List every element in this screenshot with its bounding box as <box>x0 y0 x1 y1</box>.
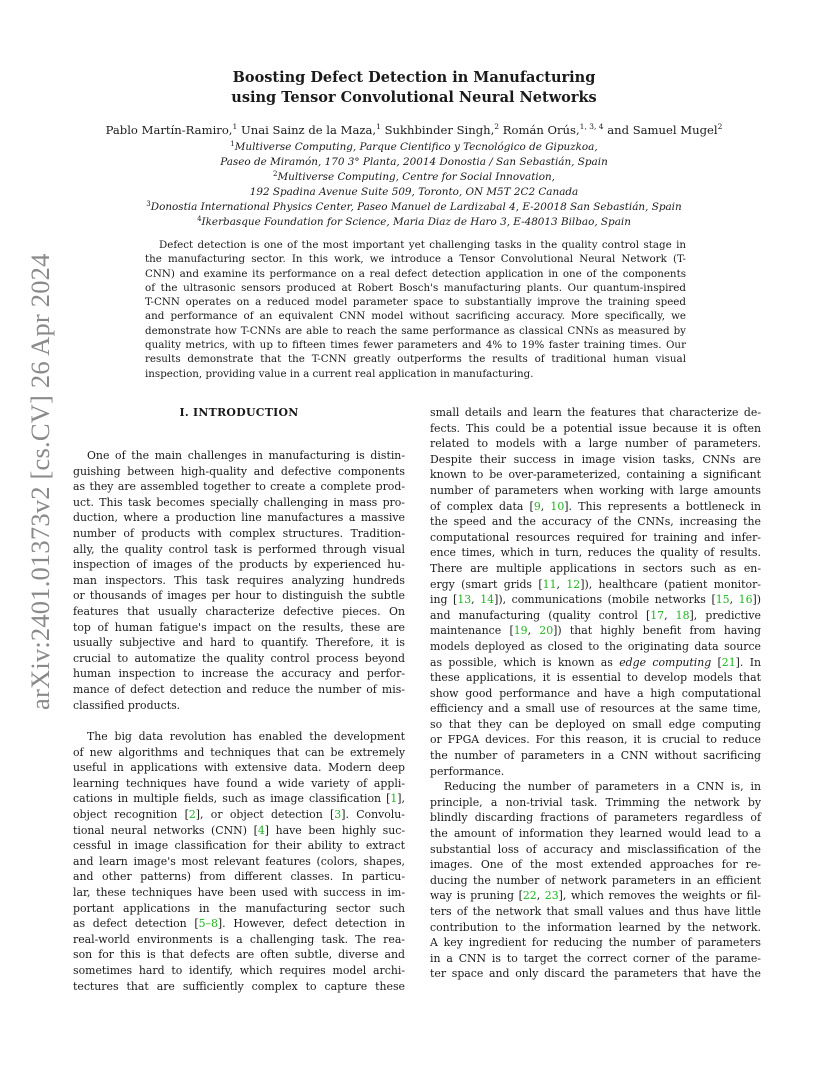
text-run: ]. In <box>735 655 762 669</box>
paper-title <box>100 68 728 108</box>
text-line: son for this is that defects are often subtle, diverse and <box>73 948 405 962</box>
text-line: show good performance and have a high computational <box>430 686 761 700</box>
text-line: usually subjective and hard to quantify. Therefore, it is <box>73 636 405 650</box>
text-line: A key ingredient for reducing the number of parameters <box>430 936 761 950</box>
text-line: the amount of information they learned would lead to a <box>430 827 761 841</box>
abstract-line: CNN) and examine its performance on a real defect detection application in one of the components <box>145 267 686 280</box>
affiliation-mark: 1 <box>230 140 235 148</box>
citation-link[interactable]: 12 <box>566 577 581 591</box>
citation-link[interactable]: 11 <box>542 577 557 591</box>
text-line: and other patterns) from different classes. In particu- <box>73 870 405 884</box>
affiliation-line: 192 Spadina Avenue Suite 509, Toronto, ON M5T 2C2 Canada <box>249 186 579 198</box>
citation-link[interactable]: 2 <box>188 808 196 822</box>
citation-link[interactable]: 16 <box>738 593 753 607</box>
text-line: mance of defect detection and reduce the number of mis- <box>73 682 405 696</box>
text-run: , <box>471 593 481 607</box>
text-line: contribution to the information learned by the network. <box>430 920 761 934</box>
citation-link[interactable]: 23 <box>544 889 559 903</box>
citation-link[interactable]: 20 <box>539 624 554 638</box>
text-run: cations in multiple fields, such as image classification [ <box>73 792 391 806</box>
text-line: known to be over-parameterized, containing a significant <box>430 468 761 482</box>
text-line <box>430 592 761 608</box>
text-run: ]) <box>752 593 761 607</box>
text-line: computational resources required for training and infer- <box>430 530 761 544</box>
affiliation-text: Multiverse Computing, Centre for Social Innovation, <box>277 171 555 183</box>
text-line <box>430 608 761 624</box>
text-run: , <box>664 608 676 622</box>
abstract-line: of the ultrasonic sensors produced at Robert Bosch's manufacturing plants. Our quantum-inspired <box>145 281 686 294</box>
text-line <box>430 655 761 671</box>
abstract-line: demonstrate how T-CNNs are able to reach the same performance as classical CNNs as measured by <box>145 324 686 337</box>
abstract-line: and performance of an equivalent CNN model without sacrificing accuracy. More specifically, we <box>145 310 686 323</box>
affiliation-line <box>60 170 768 185</box>
affiliation-line: Paseo de Miramón, 170 3° Planta, 20014 Donostia / San Sebastián, Spain <box>220 156 608 168</box>
author-name: Pablo Martín-Ramiro, <box>105 123 233 137</box>
text-run: ], <box>397 792 405 806</box>
text-line: or thousands of images per hour to distinguish the subtle <box>73 589 405 603</box>
text-line: so that they can be deployed on small edge computing <box>430 717 761 731</box>
text-line <box>430 577 761 593</box>
text-run: ], which removes the weights or fil- <box>558 889 761 903</box>
text-run: as defect detection [ <box>73 917 199 931</box>
text-line <box>430 499 761 515</box>
author-list <box>60 122 768 138</box>
text-line: portant applications in the manufacturing sector such <box>73 901 405 915</box>
text-line: fects. This could be a potential issue because it is often <box>430 421 761 435</box>
text-run: ]. However, defect detection in <box>217 917 405 931</box>
author-affil-mark: 1 <box>376 122 381 131</box>
text-line: lar, these techniques have been used with success in im- <box>73 886 405 900</box>
citation-link[interactable]: 4 <box>257 823 265 837</box>
text-run: ] have been highly suc- <box>264 823 406 837</box>
text-line: cessful in image classification for their ability to extract <box>73 839 405 853</box>
text-line: There are multiple applications in sectors such as en- <box>430 561 761 575</box>
text-line <box>73 823 405 839</box>
text-line: substantial loss of accuracy and misclassification of the <box>430 842 761 856</box>
emphasis-text: edge computing <box>619 655 712 669</box>
text-run: of complex data [ <box>430 499 534 513</box>
text-line <box>73 807 405 823</box>
text-line: efficiency and a small use of resources at the same time, <box>430 702 761 716</box>
citation-link[interactable]: 21 <box>721 655 736 669</box>
text-run: ]), healthcare (patient monitor- <box>580 577 761 591</box>
citation-link[interactable]: 14 <box>480 593 495 607</box>
text-line: ally, the quality control task is performed through visual <box>73 542 405 556</box>
text-run: and manufacturing (quality control [ <box>430 608 651 622</box>
text-line: the speed and the accuracy of the CNNs, increasing the <box>430 515 761 529</box>
text-line: number of parameters when working with large amounts <box>430 483 761 497</box>
text-run: ]) that highly benefit from having <box>553 624 761 638</box>
text-line: number of products with complex structures. Tradition- <box>73 526 405 540</box>
author-affil-mark: 1, 3, 4 <box>579 122 604 131</box>
author-name: Román Orús, <box>499 123 580 137</box>
text-line: ducing the number of network parameters in an efficient <box>430 873 761 887</box>
citation-link[interactable]: 17 <box>650 608 665 622</box>
author-name: and Samuel Mugel <box>603 123 718 137</box>
affiliation-line <box>60 140 768 155</box>
text-line: duction, where a production line manufactures a massive <box>73 511 405 525</box>
text-line: or FPGA devices. For this reason, it is crucial to reduce <box>430 733 761 747</box>
text-run: , <box>540 499 551 513</box>
right-column <box>430 405 761 982</box>
text-run: , <box>536 889 545 903</box>
abstract <box>145 238 686 381</box>
text-line: blindly discarding fractions of parameters regardless of <box>430 811 761 825</box>
text-run: ing [ <box>430 593 458 607</box>
citation-link[interactable]: 1 <box>390 792 398 806</box>
text-line: inspection of images of the products by experienced hu- <box>73 558 405 572</box>
text-line: principle, a non-trivial task. Trimming the network by <box>430 795 761 809</box>
text-run: ], predictive <box>689 608 761 622</box>
citation-link[interactable]: 3 <box>334 808 342 822</box>
citation-link[interactable]: 19 <box>513 624 528 638</box>
text-line: man inspectors. This task requires analyzing hundreds <box>73 573 405 587</box>
text-line: ence times, which in turn, reduces the quality of results. <box>430 546 761 560</box>
text-line: ter space and only discard the parameters that have the <box>430 967 761 981</box>
text-run: ergy (smart grids [ <box>430 577 543 591</box>
text-line: One of the main challenges in manufacturing is distin- <box>87 449 405 462</box>
text-line <box>430 888 761 904</box>
text-line: classified products. <box>73 698 181 712</box>
text-line: tectures that are sufficiently complex to capture these <box>73 979 405 993</box>
arxiv-identifier-watermark: arXiv:2401.01373v2 [cs.CV] 26 Apr 2024 <box>25 253 55 710</box>
citation-link[interactable]: 13 <box>457 593 472 607</box>
text-line: ters of the network that small values and thus have little <box>430 905 761 918</box>
text-line: as they are assembled together to create a complete prod- <box>73 480 405 494</box>
text-line <box>73 916 405 932</box>
text-run: , <box>527 624 540 638</box>
text-run: object recognition [ <box>73 808 189 822</box>
text-run: ]. This represents a bottleneck in <box>564 499 761 513</box>
text-line: The big data revolution has enabled the development <box>87 730 405 744</box>
text-line: performance. <box>430 764 505 778</box>
author-affil-mark: 2 <box>717 122 723 131</box>
citation-link[interactable]: 9 <box>533 499 541 513</box>
text-line: images. One of the most extended approaches for re- <box>430 858 761 872</box>
text-line: guishing between high-quality and defective components <box>73 464 405 478</box>
citation-link[interactable]: 18 <box>675 608 690 622</box>
text-line <box>73 791 405 807</box>
section-heading-introduction: I. INTRODUCTION <box>179 406 299 419</box>
affiliation-text: Multiverse Computing, Parque Cientifico y Tecnológico de Gipuzkoa, <box>234 141 598 153</box>
left-column <box>73 448 405 994</box>
author-name: Unai Sainz de la Maza, <box>237 123 377 137</box>
text-line: related to models with a large number of parameters. <box>430 437 761 451</box>
text-line: of new algorithms and techniques that can be extremely <box>73 745 405 759</box>
text-line: Reducing the number of parameters in a CNN is, in <box>444 780 761 794</box>
citation-link[interactable]: 10 <box>550 499 565 513</box>
text-line: uct. This task becomes specially challenging in mass pro- <box>73 495 405 509</box>
text-line: learning techniques have found a wide variety of appli- <box>73 776 405 790</box>
affiliation-line <box>60 215 768 230</box>
abstract-line: the manufacturing sector. In this work, we introduce a Tensor Convolutional Neural Network (T- <box>145 253 686 266</box>
affiliation-mark: 2 <box>273 170 278 178</box>
text-line: sometimes hard to identify, which requires model archi- <box>73 964 405 977</box>
citation-link[interactable]: 22 <box>522 889 537 903</box>
text-run: , <box>729 593 739 607</box>
text-run: ], or object detection [ <box>195 808 335 822</box>
abstract-line: results demonstrate that the T-CNN greatly outperforms the results of traditional human visual <box>145 353 686 366</box>
text-line: top of human fatigue's impact on the results, these are <box>73 620 405 634</box>
text-line <box>430 623 761 639</box>
affiliation-list <box>60 140 768 230</box>
author-affil-mark: 1 <box>232 122 238 131</box>
text-line: models deployed as closed to the originating data source <box>430 639 761 653</box>
title-line-2: using Tensor Convolutional Neural Networks <box>231 89 597 106</box>
text-line: human inspection to increase the accuracy and perfor- <box>73 667 405 681</box>
text-line: these applications, it is essential to develop models that <box>430 671 761 685</box>
abstract-line: inspection, providing value in a current real application in manufacturing. <box>145 367 534 380</box>
paragraph-gap <box>73 713 405 729</box>
text-run: ]. Convolu- <box>341 808 405 822</box>
text-run: way is pruning [ <box>430 889 523 903</box>
citation-link[interactable]: 15 <box>715 593 730 607</box>
text-line: small details and learn the features that characterize de- <box>430 406 761 419</box>
text-run: maintenance [ <box>430 624 514 638</box>
text-run: ]), communications (mobile networks [ <box>494 593 716 607</box>
text-line: real-world environments is a challenging task. The rea- <box>73 932 405 946</box>
text-line: and learn image's most relevant features (colors, shapes, <box>73 854 405 868</box>
text-run: as possible, which is known as <box>430 655 620 669</box>
abstract-line: T-CNN operates on a reduced model parameter space to substantially improve the training speed <box>145 296 686 309</box>
text-line: useful in applications with extensive data. Modern deep <box>73 761 405 775</box>
text-line: crucial to automatize the quality control process beyond <box>73 651 405 665</box>
citation-link[interactable]: 5–8 <box>198 917 218 931</box>
text-line: in a CNN is to target the correct corner of the parame- <box>430 951 761 965</box>
text-run: [ <box>711 655 722 669</box>
affiliation-text: Donostia International Physics Center, Paseo Manuel de Lardizabal 4, E-20018 San Sebastián, Spain <box>150 201 682 213</box>
text-run: , <box>556 577 567 591</box>
author-affil-mark: 2 <box>494 122 500 131</box>
title-line-1: Boosting Defect Detection in Manufacturing <box>232 69 596 86</box>
affiliation-mark: 4 <box>197 215 202 223</box>
abstract-line: quality metrics, with up to fifteen times fewer parameters and 4% to 19% faster training times. Our <box>145 339 686 352</box>
affiliation-mark: 3 <box>146 200 151 208</box>
text-line: features that usually characterize defective pieces. On <box>73 604 405 618</box>
author-name: Sukhbinder Singh, <box>380 123 495 137</box>
text-line: Despite their success in image vision tasks, CNNs are <box>430 452 761 466</box>
text-run: tional neural networks (CNN) [ <box>73 823 258 837</box>
affiliation-text: Ikerbasque Foundation for Science, Maria Diaz de Haro 3, E-48013 Bilbao, Spain <box>201 216 631 228</box>
text-line: the number of parameters in a CNN without sacrificing <box>430 749 761 763</box>
abstract-line: Defect detection is one of the most important yet challenging tasks in the quality control stage in <box>159 239 686 251</box>
affiliation-line <box>60 200 768 215</box>
